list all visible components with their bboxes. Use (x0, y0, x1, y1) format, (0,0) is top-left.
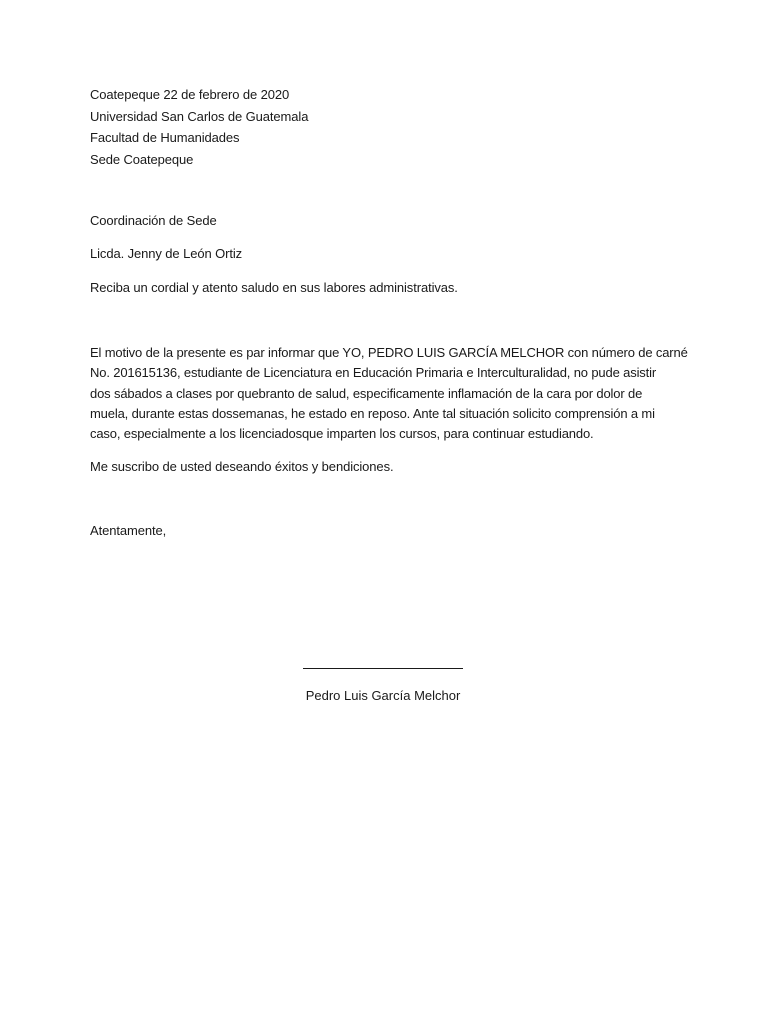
signature-line (303, 668, 463, 669)
recipient-office: Coordinación de Sede (90, 213, 217, 228)
farewell-line: Me suscribo de usted deseando éxitos y bendiciones. (90, 459, 394, 474)
university-line: Universidad San Carlos de Guatemala (90, 109, 309, 124)
closing-line: Atentamente, (90, 523, 167, 538)
body-line: caso, especialmente a los licenciadosque imparten los cursos, para continuar estudiando. (90, 426, 594, 442)
faculty-line: Facultad de Humanidades (90, 130, 240, 145)
recipient-name: Licda. Jenny de León Ortiz (90, 246, 243, 261)
body-line: muela, durante estas dossemanas, he estado en reposo. Ante tal situación solicito comprensión a mi (90, 405, 655, 421)
body-line: El motivo de la presente es par informar que YO, PEDRO LUIS GARCÍA MELCHOR con número de carné (90, 345, 688, 360)
greeting-line: Reciba un cordial y atento saludo en sus labores administrativas. (90, 280, 458, 295)
body-line: No. 201615136, estudiante de Licenciatura en Educación Primaria e Interculturalidad, no pude asistir (90, 365, 657, 381)
signature-name: Pedro Luis García Melchor (305, 688, 461, 703)
body-paragraph (90, 343, 688, 444)
body-line: dos sábados a clases por quebranto de salud, especificamente inflamación de la cara por dolor de (90, 385, 643, 401)
campus-line: Sede Coatepeque (90, 152, 194, 167)
date-line: Coatepeque 22 de febrero de 2020 (90, 87, 290, 102)
